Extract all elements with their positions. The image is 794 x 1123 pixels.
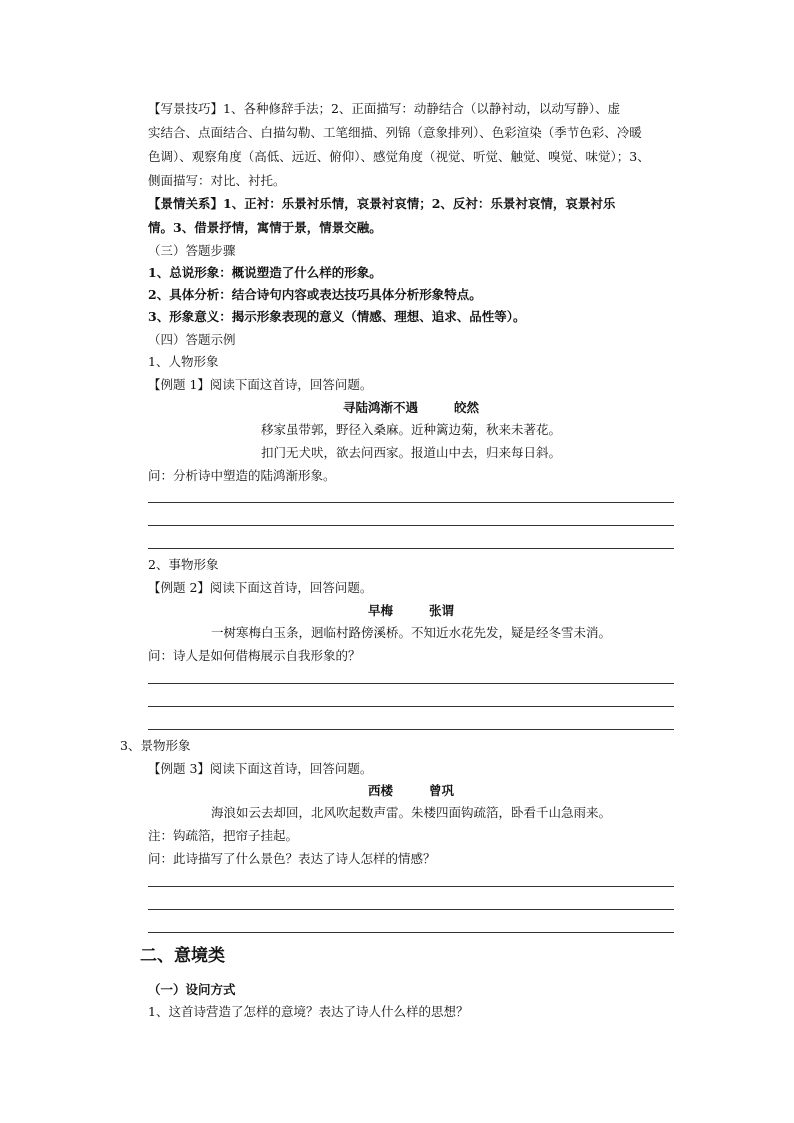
answer-line: [148, 886, 674, 887]
answer-line: [148, 706, 674, 707]
example3-category: 3、景物形象: [120, 738, 191, 753]
example2-verse-1: 一树寒梅白玉条，迥临村路傍溪桥。不知近水花先发，疑是经冬雪未消。: [210, 625, 611, 640]
example1-intro: 【例题 1】阅读下面这首诗，回答问题。: [148, 377, 373, 392]
technique-line-4: 侧面描写：对比、衬托。: [148, 173, 286, 188]
example3-question: 问：此诗描写了什么景色？表达了诗人怎样的情感？: [148, 851, 436, 866]
answer-line: [148, 932, 674, 933]
step-1: 1、总说形象：概说塑造了什么样的形象。: [148, 265, 382, 280]
answer-line: [148, 502, 674, 503]
section-heading: 二、意境类: [140, 946, 225, 966]
technique-line-2: 实结合、点面结合、白描勾勒、工笔细描、列锦（意象排列）、色彩渲染（季节色彩、冷暖: [148, 125, 642, 140]
subsection-heading: （一）设问方式: [148, 982, 236, 997]
example3-note: 注：钩疏箔，把帘子挂起。: [148, 828, 299, 843]
poem-title: 西楼: [367, 783, 393, 798]
answer-line: [148, 909, 674, 910]
answer-line: [148, 548, 674, 549]
question-format-1: 1、这首诗营造了怎样的意境？表达了诗人什么样的思想？: [148, 1004, 469, 1019]
example3-intro: 【例题 3】阅读下面这首诗，回答问题。: [148, 761, 373, 776]
poem-title: 早梅: [367, 603, 393, 618]
technique-line-3: 色调）、观察角度（高低、远近、俯仰）、感觉角度（视觉、听觉、触觉、嗅觉、味觉）；3、: [148, 149, 650, 164]
step-3: 3、形象意义：揭示形象表现的意义（情感、理想、追求、品性等）。: [148, 309, 526, 324]
poem-author: 张谓: [429, 603, 455, 618]
relation-line-1: 【景情关系】1、正衬：乐景衬乐情，哀景衬哀情；2、反衬：乐景衬哀情，哀景衬乐: [148, 196, 616, 211]
example1-title-line: [148, 400, 674, 416]
answer-line: [148, 525, 674, 526]
example2-intro: 【例题 2】阅读下面这首诗，回答问题。: [148, 580, 373, 595]
poem-author: 曾巩: [429, 783, 455, 798]
example3-title-line: [148, 783, 674, 799]
poem-title: 寻陆鸿渐不遇: [342, 400, 418, 415]
example2-question: 问：诗人是如何借梅展示自我形象的？: [148, 648, 361, 663]
example1-verse-1: 移家虽带郭，野径入桑麻。近种篱边菊，秋来未著花。: [260, 422, 561, 437]
example2-title-line: [148, 603, 674, 619]
example3-verse-1: 海浪如云去却回，北风吹起数声雷。朱楼四面钩疏箔，卧看千山急雨来。: [210, 805, 611, 820]
example1-question: 问：分析诗中塑造的陆鸿渐形象。: [148, 468, 336, 483]
technique-line-1: 【写景技巧】1、各种修辞手法；2、正面描写：动静结合（以静衬动，以动写静）、虚: [148, 101, 621, 116]
example1-category: 1、人物形象: [148, 354, 219, 369]
examples-heading: （四）答题示例: [148, 332, 236, 347]
answer-line: [148, 683, 674, 684]
step-2: 2、具体分析：结合诗句内容或表达技巧具体分析形象特点。: [148, 287, 482, 302]
example1-verse-2: 扣门无犬吠，欲去问西家。报道山中去，归来每日斜。: [260, 445, 561, 460]
poem-author: 皎然: [454, 400, 480, 415]
relation-line-2: 情。3、借景抒情，寓情于景，情景交融。: [148, 220, 382, 235]
steps-heading: （三）答题步骤: [148, 243, 236, 258]
example2-category: 2、事物形象: [148, 557, 219, 572]
answer-line: [148, 729, 674, 730]
